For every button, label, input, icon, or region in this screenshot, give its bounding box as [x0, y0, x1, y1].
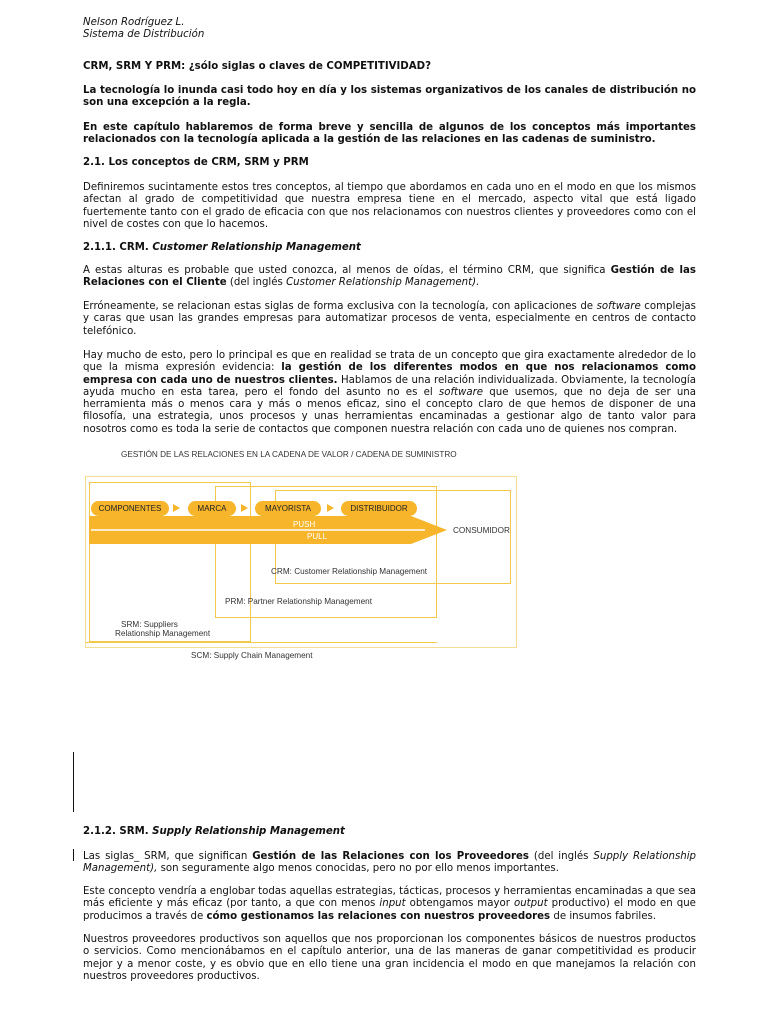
chain-arrow-3 [327, 504, 334, 512]
srm-label-line1: SRM: Suppliers [121, 620, 178, 629]
diagram-title: GESTIÓN DE LAS RELACIONES EN LA CADENA DE VALOR / CADENA DE SUMINISTRO [121, 450, 457, 459]
node-distribuidor: DISTRIBUIDOR [341, 501, 417, 516]
push-label: PUSH [293, 520, 316, 529]
intro-paragraph-2: En este capítulo hablaremos de forma breve y sencilla de algunos de los conceptos más importantes relacionados con la tecnología aplicada a la gestión de las relaciones en las cadenas de suministro. [83, 122, 696, 146]
scm-label: SCM: Supply Chain Management [191, 651, 313, 660]
margin-bar [73, 752, 74, 812]
srm-label-line2: Relationship Management [115, 629, 211, 638]
node-componentes: COMPONENTES [91, 501, 169, 516]
srm-paragraph-3: Nuestros proveedores productivos son aquellos que nos proporcionan los componentes básicos de nuestros productos o servicios. Como mencionábamos en el capítulo anterior, una de las maneras de ganar competitividad es producir mejor y a menor coste, y es obvio que en ello tiene una gran incidencia el modo en que manejamos la relación con nuestros proveedores productivos. [83, 934, 696, 982]
pull-label: PULL [307, 532, 328, 541]
node-marca: MARCA [188, 501, 236, 516]
intro-paragraph-1: La tecnología lo inunda casi todo hoy en día y los sistemas organizativos de los canales de distribución no son una excepción a la regla. [83, 85, 696, 109]
push-pull-arrow [85, 512, 515, 546]
section-2-1-1-heading: 2.1.1. CRM. Customer Relationship Management [83, 242, 361, 253]
crm-paragraph-1: A estas alturas es probable que usted conozca, al menos de oídas, el término CRM, que significa Gestión de las Relaciones con el Cliente (del inglés Customer Relationship Management). [83, 265, 696, 289]
section-2-1-2-heading: 2.1.2. SRM. Supply Relationship Management [83, 826, 345, 837]
consumer-label: CONSUMIDOR [453, 526, 510, 535]
text-cursor [73, 849, 74, 861]
crm-paragraph-3: Hay mucho de esto, pero lo principal es que en realidad se trata de un concepto que gira exactamente alrededor de lo que la misma expresión evidencia: la gestión de los diferentes modos en que nos relacionamos como empresa con cada uno de nuestros clientes. Hablamos de una relación individualizada. Obviamente, la tecnología ayuda mucho en esta tarea, pero el fondo del asunto no es el software que usemos, que no deja de ser una herramienta más o menos cara y más o menos eficaz, sino el concepto claro de que hemos de disponer de una filosofía, una estrategia, unos procesos y unas herramientas encaminadas a gestionar algo de tanto valor para nosotros como es toda la serie de contactos que componen nuestra relación con cada uno de quienes nos compran. [83, 350, 697, 435]
header-subject: Sistema de Distribución [83, 29, 205, 40]
node-mayorista: MAYORISTA [255, 501, 321, 516]
section-2-1-heading: 2.1. Los conceptos de CRM, SRM y PRM [83, 157, 309, 168]
section-2-1-paragraph: Definiremos sucintamente estos tres conceptos, al tiempo que abordamos en cada uno en el modo en que los mismos afectan al grado de competitividad que nuestra empresa tiene en el mercado, aspecto vital que está ligado fuertemente tanto con el grado de eficacia con que nos relacionamos con nuestros clientes y proveedores como con el nivel de costes con que lo hacemos. [83, 182, 696, 230]
srm-paragraph-2: Este concepto vendría a englobar todas aquellas estrategias, tácticas, procesos y herramientas encaminadas a que sea más eficiente y más eficaz (por tanto, a que con menos input obtengamos mayor output productivo) el modo en que producimos a través de cómo gestionamos las relaciones con nuestros proveedores de insumos fabriles. [83, 886, 696, 922]
value-chain-diagram [85, 446, 525, 666]
crm-label: CRM: Customer Relationship Management [271, 567, 428, 576]
header-author: Nelson Rodríguez L. [83, 17, 185, 28]
crm-paragraph-2: Erróneamente, se relacionan estas siglas de forma exclusiva con la tecnología, con aplicaciones de software complejas y caras que usan las grandes empresas para automatizar procesos de venta, especialmente en centros de contacto telefónico. [83, 301, 696, 337]
chain-arrow-1 [173, 504, 180, 512]
chain-arrow-2 [241, 504, 248, 512]
doc-title: CRM, SRM Y PRM: ¿sólo siglas o claves de COMPETITIVIDAD? [83, 61, 431, 72]
prm-label: PRM: Partner Relationship Management [225, 597, 372, 606]
srm-paragraph-1: Las siglas_ SRM, que significan Gestión de las Relaciones con los Proveedores (del inglés Supply Relationship Management), son seguramente algo menos conocidas, pero no por ello menos importantes. [83, 851, 696, 875]
